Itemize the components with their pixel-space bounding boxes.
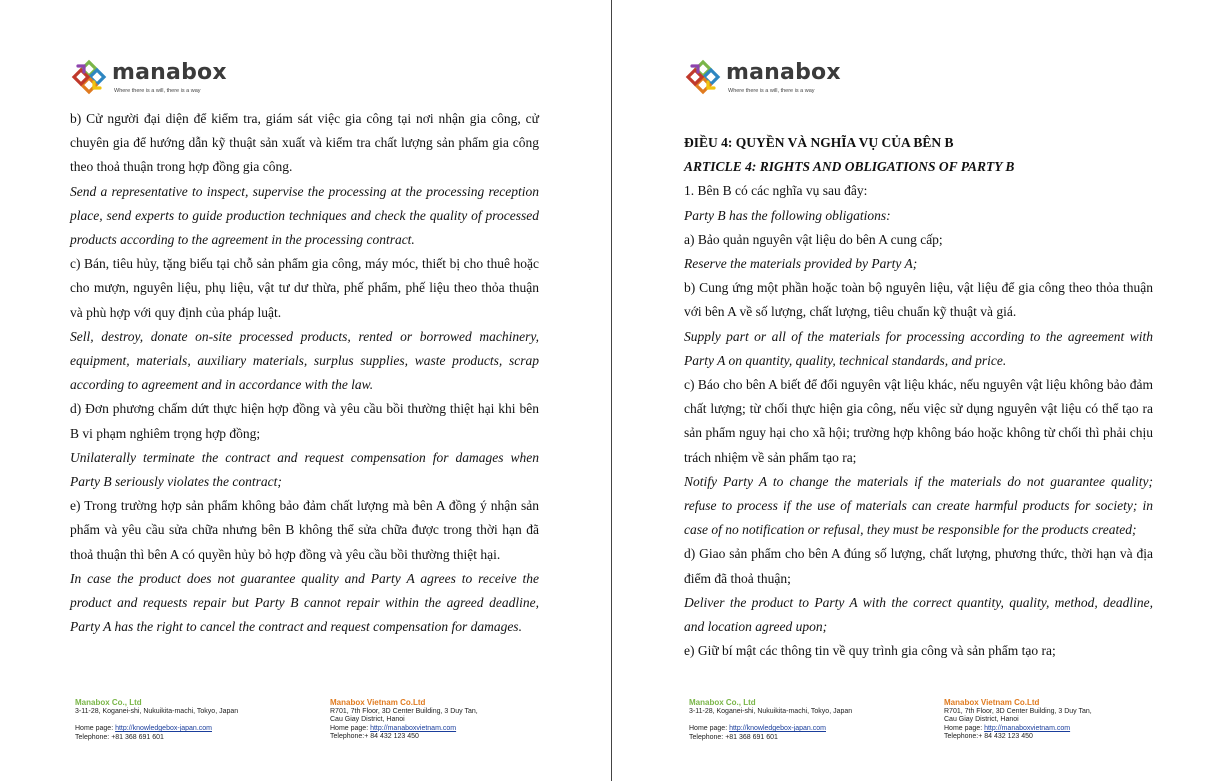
footer-homepage [944,725,1144,734]
document-page-right [612,0,1223,781]
footer-homepage [689,725,909,734]
paragraph-translation: Reserve the materials provided by Party A; [684,256,918,272]
footer-address: 3-11-28, Koganei-shi, Nukuikita-machi, Tokyo, Japan [689,707,853,715]
document-page-left [0,0,611,781]
brand-tagline: Where there is a will, there is a way [114,88,201,94]
footer-address: 3-11-28, Koganei-shi, Nukuikita-machi, Tokyo, Japan [75,707,239,715]
footer-telephone: Telephone: +81 368 691 601 [75,733,164,741]
footer-company-vietnam: Manabox Vietnam Co.Ltd [330,698,426,707]
footer-company-vietnam: Manabox Vietnam Co.Ltd [944,698,1040,707]
paragraph-translation: Send a representative to inspect, supervise the processing at the processing reception place, send experts to guide production techniques and check the quality of processed products according to the agreement in the processing contract. [70,183,539,248]
footer-address-line1: R701, 7th Floor, 3D Center Building, 3 Duy Tan, [944,707,1092,715]
paragraph-translation: Supply part or all of the materials for processing according to the agreement with Party A on quantity, quality, technical standards, and price. [684,328,1153,368]
homepage-link[interactable]: http://manaboxvietnam.com [984,724,1071,732]
homepage-link[interactable]: http://knowledgebox-japan.com [115,725,212,733]
footer-company-japan: Manabox Co., Ltd [689,698,756,707]
paragraph: c) Bán, tiêu hủy, tặng biếu tại chỗ sản phẩm gia công, máy móc, thiết bị cho thuê hoặc cho mượn, nguyên liệu, phụ liệu, vật tư dư thừa, phế phẩm, phế liệu theo thỏa thuận và phù hợp với quy định của pháp luật. [70,256,539,320]
brand-name: manabox [112,60,227,85]
footer-address-line2: Cau Giay District, Hanoi [330,716,405,724]
homepage-link[interactable]: http://manaboxvietnam.com [370,724,457,732]
manabox-flower-icon [70,58,108,96]
paragraph-translation: In case the product does not guarantee quality and Party A agrees to receive the product and requests repair but Party B cannot repair within the agreed deadline, Party A has the right to cancel the contract and request compensation for damages. [70,570,539,635]
brand-tagline: Where there is a will, there is a way [728,88,815,94]
paragraph: 1. Bên B có các nghĩa vụ sau đây: [684,183,868,199]
footer-telephone: Telephone: +81 368 691 601 [689,733,778,741]
footer-vietnam [944,699,1144,742]
paragraph: e) Giữ bí mật các thông tin về quy trình gia công và sản phẩm tạo ra; [684,643,1056,659]
brand-name: manabox [726,60,841,85]
homepage-label: Home page: [330,724,369,732]
footer-company-japan: Manabox Co., Ltd [75,698,142,707]
article-heading-en: ARTICLE 4: RIGHTS AND OBLIGATIONS OF PARTY B [684,159,1015,175]
footer-address-line1: R701, 7th Floor, 3D Center Building, 3 Duy Tan, [330,707,478,715]
footer-vietnam [330,699,530,742]
paragraph: b) Cung ứng một phần hoặc toàn bộ nguyên liệu, vật liệu để gia công theo thỏa thuận với bên A về số lượng, chất lượng, tiêu chuẩn kỹ thuật và giá. [684,280,1153,320]
footer-telephone: Telephone:+ 84 432 123 450 [944,733,1033,741]
paragraph-translation: Party B has the following obligations: [684,207,891,223]
footer-homepage [75,725,295,734]
paragraph: c) Báo cho bên A biết để đổi nguyên vật liệu khác, nếu nguyên vật liệu không bảo đảm chất lượng; từ chối thực hiện gia công, nếu việc sử dụng nguyên vật liệu có thể tạo ra sản phẩm nguy hại cho xã hội; trường hợp không báo hoặc không từ chối thì phải chịu trách nhiệm về sản phẩm tạo ra; [684,377,1153,465]
paragraph-translation: Notify Party A to change the materials if the materials do not guarantee quality; refuse to process if the use of materials can create harmful products for society; in case of no notification or refusal, they must be responsible for the products created; [684,473,1153,538]
footer-japan [689,699,909,742]
homepage-label: Home page: [75,725,114,733]
left-page-body [70,107,539,639]
paragraph-translation: Deliver the product to Party A with the correct quantity, quality, method, deadline, and location agreed upon; [684,594,1153,635]
homepage-label: Home page: [689,725,728,733]
homepage-link[interactable]: http://knowledgebox-japan.com [729,725,826,733]
footer-telephone: Telephone:+ 84 432 123 450 [330,733,419,741]
paragraph: e) Trong trường hợp sản phẩm không bảo đảm chất lượng mà bên A đồng ý nhận sản phẩm và yêu cầu sửa chữa nhưng bên B không thể sửa chữa được trong thời hạn đã thoả thuận thì bên A có quyền hủy bỏ hợp đồng và yêu cầu bồi thường thiệt hại. [70,498,539,562]
paragraph: d) Giao sản phẩm cho bên A đúng số lượng, chất lượng, phương thức, thời hạn và địa điểm đã thoả thuận; [684,546,1153,586]
manabox-flower-icon [684,58,722,96]
paragraph: d) Đơn phương chấm dứt thực hiện hợp đồng và yêu cầu bồi thường thiệt hại khi bên B vi phạm nghiêm trọng hợp đồng; [70,401,539,441]
paragraph-translation: Sell, destroy, donate on-site processed products, rented or borrowed machinery, equipment, materials, auxiliary materials, surplus supplies, waste products, scrap according to agreement and in accordance with the law. [70,328,539,393]
paragraph-translation: Unilaterally terminate the contract and request compensation for damages when Party B seriously violates the contract; [70,449,539,490]
footer-homepage [330,725,530,734]
right-page-body [684,131,1153,663]
paragraph: a) Bảo quản nguyên vật liệu do bên A cung cấp; [684,231,943,247]
paragraph: b) Cử người đại diện để kiểm tra, giám sát việc gia công tại nơi nhận gia công, cử chuyên gia để hướng dẫn kỹ thuật sản xuất và kiểm tra chất lượng sản phẩm gia công theo thoả thuận trong hợp đồng gia công. [70,111,539,175]
homepage-label: Home page: [944,724,983,732]
footer-japan [75,699,295,742]
article-heading-vi: ĐIỀU 4: QUYỀN VÀ NGHĨA VỤ CỦA BÊN B [684,135,954,150]
footer-address-line2: Cau Giay District, Hanoi [944,716,1019,724]
